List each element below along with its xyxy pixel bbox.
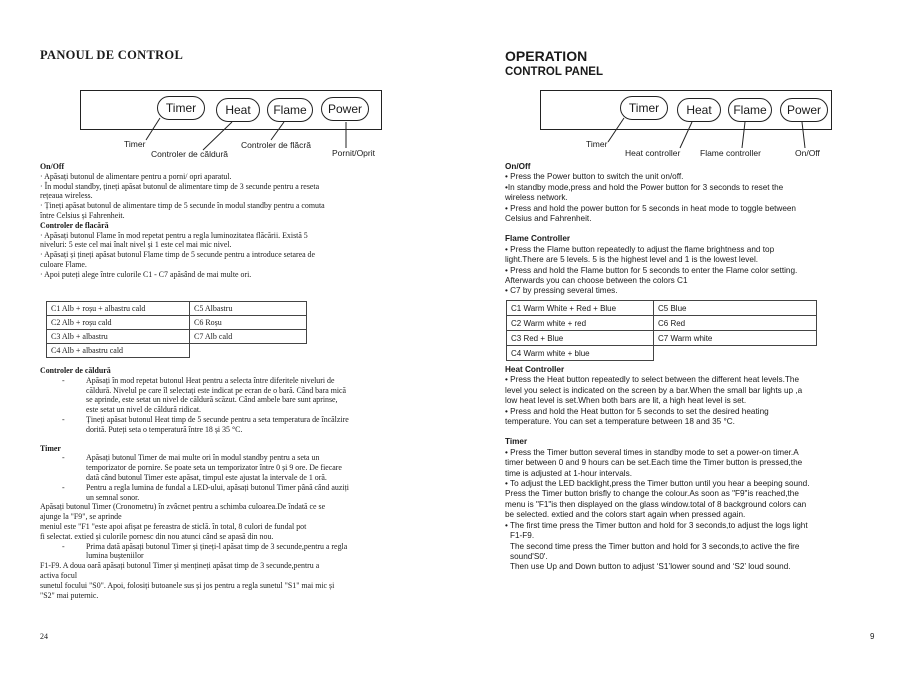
list-item: - Apăsați butonul Timer de mai multe ori în modul standby pentru a seta un temporizator de pornire. Se poate seta un temporizator între 0 și 9 ore. De fiecare dată când butonul Timer este apăsat, timpul este ajustat la intervale de 1 oră. [40, 453, 349, 482]
text-line: se aprinde, este setat un nivel de căldură scăzut. Când ambele bare sunt aprinse, [86, 395, 338, 405]
list-item: - Prima dată apăsați butonul Timer și țineți-l apăsat timp de 3 secunde,pentru a regla lumina bușteniilor [62, 541, 348, 561]
text-line: · Apoi puteți alege între culorile C1 - C7 apăsând de mai multe ori. [40, 269, 252, 279]
left-label-power: Pornit/Oprit [332, 148, 375, 158]
right-heat-timer-section [505, 365, 809, 573]
right-onoff-heading: On/Off [505, 162, 531, 171]
text-line: Prima dată apăsați butonul Timer și țineți-l apăsat timp de 3 secunde,pentru a regla [86, 541, 348, 551]
table-cell: C6 Red [654, 316, 817, 331]
left-label-timer: Timer [124, 139, 146, 149]
left-heat-heading: Controler de căldură [40, 366, 111, 375]
right-flame-button: Flame [728, 98, 772, 122]
list-item: - Pentru a regla lumina de fundal a LED-ului, apăsați butonul Timer până când auziți un semnal sonor. [62, 482, 349, 502]
text-line: Press the Timer button brisfly to change the colour.As soon as "F9"is reached,the [505, 489, 799, 499]
left-heat-button: Heat [216, 98, 260, 122]
list-item: - Apăsați în mod repetat butonul Heat pentru a selecta între diferitele niveluri de căldură. Nivelul pe care îl selectați este indicat pe ecran de o bară. Când bara mică se aprinde, este setat un nivel de căldură scăzut. Când ambele bare sunt aprinse, este setat un nivel de căldură ridicat. [40, 376, 349, 415]
text-line: menu is "F1"is then displayed on the glass window.total of 8 background colors can [505, 499, 807, 509]
text-line: • C7 by pressing several times. [505, 286, 618, 296]
right-label-power: On/Off [795, 148, 820, 158]
text-line: • Press the Flame button repeatedly to adjust the flame brightness and top [505, 244, 775, 254]
right-label-heat: Heat controller [625, 148, 681, 158]
right-flame-heading: Flame Controller [505, 234, 571, 244]
right-page-title: OPERATION [505, 48, 588, 64]
text-line: F1-F9. A doua oară apăsați butonul Timer și mențineți apăsat timp de 3 secunde,pentru a [40, 561, 320, 571]
table-row [507, 346, 817, 361]
table-cell: C4 Warm white + blue [507, 346, 654, 361]
left-label-flame: Controler de flăcră [241, 140, 311, 150]
text-line: lumina bușteniilor [86, 551, 144, 561]
text-line: • The first time press the Timer button and hold for 3 seconds,to adjust the logs light [505, 520, 808, 530]
left-flame-button: Flame [267, 98, 313, 122]
left-onoff-heading: On/Off [40, 162, 65, 171]
table-cell: C7 Warm white [654, 331, 817, 346]
text-line: dorită. Puteți seta o temperatură între 18 și 35 °C. [86, 424, 243, 434]
right-power-button: Power [780, 98, 828, 122]
left-timer-heading: Timer [40, 443, 61, 453]
text-line: ajunge la "F9", se aprinde [40, 512, 122, 522]
right-page-number: 9 [870, 632, 875, 641]
text-line: temperature. You can set a temperature between 18 and 35 °C. [505, 417, 735, 427]
text-line: un semnal sonor. [86, 492, 140, 502]
text-line: între Celsius și Fahrenheit. [40, 210, 125, 220]
left-page-title: PANOUL DE CONTROL [40, 48, 184, 62]
text-line: F1-F9. [510, 531, 535, 541]
text-line: Then use Up and Down button to adjust ‘S1’lower sound and ‘S2’ loud sound. [510, 562, 791, 572]
text-line: be selected. extied and the colors start again when pressed again. [505, 510, 746, 520]
text-line: • Press the Power button to switch the unit on/off. [505, 172, 684, 182]
text-line: Celsius and Fahrenheit. [505, 214, 592, 224]
text-line: low heat level is set.When both bars are lit, a high heat level is set. [505, 396, 747, 406]
table-cell [654, 346, 817, 361]
right-label-timer: Timer [586, 139, 608, 149]
text-line: · Țineți apăsat butonul de alimentare timp de 5 secunde în modul standby pentru a comuta [40, 201, 325, 211]
table-cell: C4 Alb + albastru cald [47, 344, 190, 358]
text-line: culoare Flame. [40, 259, 87, 269]
text-line: wireless network. [505, 193, 568, 203]
text-line: · Apăsați butonul de alimentare pentru a porni/ opri aparatul. [40, 171, 232, 181]
right-color-table [506, 300, 817, 361]
text-line: fi selectat. extied și culorile pornesc din nou atunci când se apasă din nou. [40, 531, 274, 541]
text-line: Apăsați butonul Timer (Cronometru) în zvâcnet pentru a schimba culoarea.De îndată ce se [40, 502, 326, 512]
table-cell: C3 Alb + albastru [47, 330, 190, 344]
table-cell: C3 Red + Blue [507, 331, 654, 346]
list-item: - Țineți apăsat butonul Heat timp de 5 secunde pentru a seta temperatura de încălzire dorită. Puteți seta o temperatură între 18 și 35 °C. [62, 414, 349, 434]
right-timer-button: Timer [620, 96, 668, 120]
left-page-number: 24 [40, 632, 48, 641]
table-cell: C5 Albastru [190, 302, 307, 316]
text-line: • Press and hold the Flame button for 5 seconds to enter the Flame color setting. [505, 265, 798, 275]
text-line: activa focul [40, 570, 78, 580]
text-line: Afterwards you can choose between the colors C1 [505, 276, 688, 286]
text-line: meniul este "F1 "este apoi afișat pe fereastra de sticlă. în total, 8 culori de fundal pot [40, 521, 307, 531]
text-line: • Press and hold the power button for 5 seconds in heat mode to toggle between [505, 203, 796, 213]
text-line: căldură. Nivelul pe care îl selectați este indicat pe ecran de o bară. Când bara mică [86, 385, 347, 395]
table-row [507, 301, 817, 316]
text-line: level you select is indicated on the screen by a bar.When the small bar lights up ,a [505, 385, 803, 395]
text-line: Apăsați butonul Timer de mai multe ori în modul standby pentru a seta un [86, 453, 320, 463]
table-cell: C5 Blue [654, 301, 817, 316]
table-row [507, 331, 817, 346]
text-line: este setat un nivel de căldură ridicat. [86, 405, 202, 415]
left-flame-heading: Controler de flacără [40, 220, 109, 230]
text-line: • Press and hold the Heat button for 5 seconds to set the desired heating [505, 406, 769, 416]
text-line: · Apăsați și țineți apăsat butonul Flame timp de 5 secunde pentru a introduce setarea de [40, 250, 315, 260]
text-line: niveluri: 5 este cel mai înalt nivel și 1 este cel mai mic nivel. [40, 240, 232, 250]
text-line: sound'S0'. [510, 551, 548, 561]
text-line: Apăsați în mod repetat butonul Heat pentru a selecta între diferitele niveluri de [86, 375, 335, 385]
text-line: •In standby mode,press and hold the Power button for 3 seconds to reset the [505, 182, 784, 192]
text-line: Pentru a regla lumina de fundal a LED-ului, apăsați butonul Timer până când auziți [86, 482, 349, 492]
text-line: light.There are 5 levels. 5 is the highest level and 1 is the lowest level. [505, 255, 759, 265]
text-line: time is adjusted at 1-hour intervals. [505, 468, 632, 478]
right-heat-button: Heat [677, 98, 721, 122]
text-line: timer between 0 and 9 hours can be set.Each time the Timer button is pressed,the [505, 458, 803, 468]
table-cell: C6 Roșu [190, 316, 307, 330]
text-line: sunetul focului "S0". Apoi, folosiți butoanele sus și jos pentru a regla sunetul "S1" mai mic și [40, 580, 335, 590]
right-heat-heading: Heat Controller [505, 365, 565, 374]
table-cell: C1 Alb + roșu + albastru cald [47, 302, 190, 316]
left-label-heat: Controler de căldură [151, 149, 229, 159]
text-line: dată când butonul Timer este apăsat, timpul este ajustat la intervale de 1 oră. [86, 472, 327, 482]
left-power-button: Power [321, 97, 369, 121]
text-line: · În modul standby, țineți apăsat butonul de alimentare timp de 3 secunde pentru a reseta [40, 181, 320, 191]
table-cell: C2 Warm white + red [507, 316, 654, 331]
right-timer-heading: Timer [505, 437, 528, 447]
table-cell: C7 Alb cald [190, 330, 307, 344]
text-line: • Press the Timer button several times in standby mode to set a power-on timer.A [505, 447, 799, 457]
table-row [507, 316, 817, 331]
text-line: temporizator de pornire. Se poate seta un temporizator între 0 și 9 ore. De fiecare [86, 463, 342, 473]
text-line: "S2" mai puternic. [40, 590, 99, 600]
left-timer-button: Timer [157, 96, 205, 120]
text-line: rețeaua wireless. [40, 191, 93, 201]
text-line: The second time press the Timer button and hold for 3 seconds,to active the fire [510, 541, 800, 551]
table-cell: C2 Alb + roșu cald [47, 316, 190, 330]
text-line: • Press the Heat button repeatedly to select between the different heat levels.The [505, 375, 800, 385]
right-label-flame: Flame controller [700, 148, 761, 158]
text-line: • To adjust the LED backlight,press the Timer button until you hear a beeping sound. [505, 479, 810, 489]
text-line: · Apăsați butonul Flame în mod repetat pentru a regla luminozitatea flăcării. Există 5 [40, 230, 308, 240]
right-onoff-flame-section [505, 162, 797, 297]
text-line: Țineți apăsat butonul Heat timp de 5 secunde pentru a seta temperatura de încălzire [86, 414, 349, 424]
right-page-subtitle: CONTROL PANEL [505, 66, 603, 78]
table-cell: C1 Warm White + Red + Blue [507, 301, 654, 316]
